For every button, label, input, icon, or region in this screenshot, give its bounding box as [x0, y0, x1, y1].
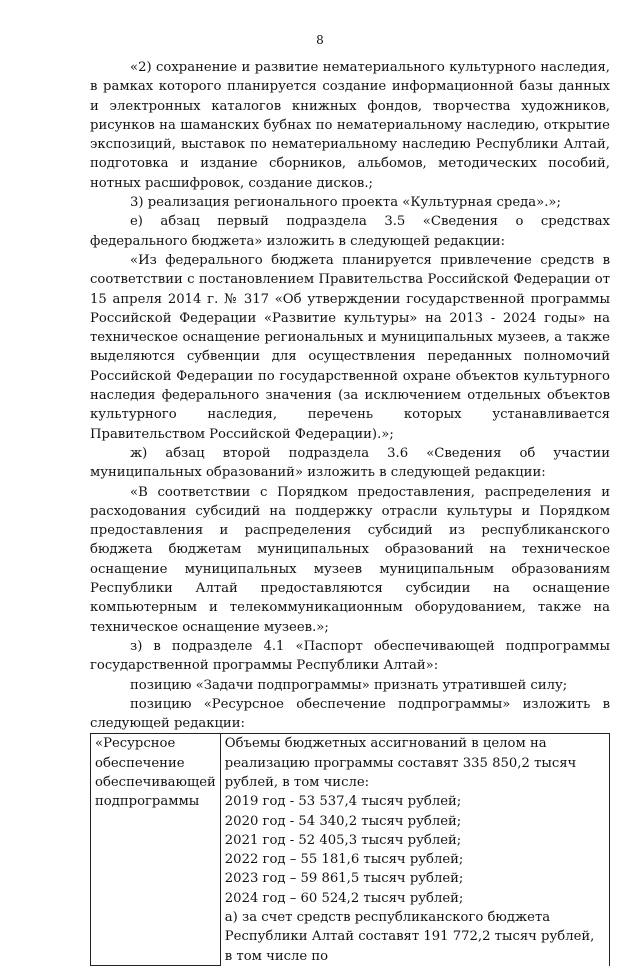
table-cell-label	[91, 734, 221, 966]
value-line: 2019 год - 53 537,4 тысяч рублей;	[224, 794, 462, 810]
label-line: «Ресурсное	[95, 736, 176, 752]
value-line: 2023 год – 59 861,5 тысяч рублей;	[224, 871, 464, 887]
paragraph-item-3: 3) реализация регионального проекта «Культурная среда».»;	[130, 195, 561, 211]
value-line: а) за счет средств республиканского бюджета Республики Алтай составят 191 772,2 тысяч рублей, в том числе по	[224, 910, 595, 964]
label-line: обеспечение	[95, 755, 185, 771]
paragraph-amendment-e: е) абзац первый подраздела 3.5 «Сведения о средствах федерального бюджета» изложить в следующей редакции:	[90, 214, 610, 249]
paragraph-federal-budget: «Из федерального бюджета планируется привлечение средств в соответствии с постановлением Правительства Российской Федерации от 15 апреля 2014 г. № 317 «Об утверждении государственной программы Российской Федерации «Развитие культуры» на 2013 - 2024 годы» на техническое оснащение региональных и муниципальных музеев, а также выделяются субвенции для осуществления переданных полномочий Российской Федерации по государственной охране объектов культурного наследия федерального значения (за исключением отдельных объектов культурного наследия, перечень которых устанавливается Правительством Российской Федерации).»;	[90, 252, 610, 442]
value-line: Объемы бюджетных ассигнований в целом на реализацию программы составят 335 850,2 тысяч рублей, в том числе:	[224, 736, 577, 790]
paragraph-tasks-invalid: позицию «Задачи подпрограммы» признать утратившей силу;	[130, 677, 568, 693]
document-body	[90, 58, 610, 966]
paragraph-amendment-z: з) в подразделе 4.1 «Паспорт обеспечивающей подпрограммы государственной программы Республики Алтай»:	[90, 638, 610, 674]
resource-table	[90, 733, 610, 966]
value-line: 2022 год – 55 181,6 тысяч рублей;	[224, 852, 464, 868]
value-line: 2020 год - 54 340,2 тысяч рублей;	[224, 813, 462, 829]
label-line: обеспечивающей	[95, 774, 216, 790]
label-line: подпрограммы	[95, 794, 200, 810]
table-row	[91, 734, 610, 966]
table-cell-value	[220, 734, 609, 966]
paragraph-resource-position: позицию «Ресурсное обеспечение подпрограммы» изложить в следующей редакции:	[90, 696, 610, 732]
paragraph-amendment-zh: ж) абзац второй подраздела 3.6 «Сведения об участии муниципальных образований» изложить в следующей редакции:	[90, 445, 610, 481]
value-line: 2024 год – 60 524,2 тысяч рублей;	[224, 890, 464, 906]
paragraph-subsidies: «В соответствии с Порядком предоставления, распределения и расходования субсидий на поддержку отрасли культуры и Порядком предоставления и распределения субсидий из республиканского бюджета бюджетам муниципальных образований на техническое оснащение муниципальных музеев муниципальным образованиям Республики Алтай предоставляются субсидии на оснащение компьютерным и телекоммуникационным оборудованием, также на техническое оснащение музеев.»;	[90, 484, 610, 635]
paragraph-item-2: «2) сохранение и развитие нематериального культурного наследия, в рамках которого планируется создание информационной базы данных и электронных каталогов книжных фондов, творчества художников, рисунков на шаманских бубнах по нематериальному наследию, открытие экспозиций, выставок по нематериальному наследию Республики Алтай, подготовка и издание сборников, альбомов, методических пособий, нотных расшифровок, создание дисков.;	[90, 60, 610, 191]
value-line: 2021 год - 52 405,3 тысяч рублей;	[224, 832, 462, 848]
page-number: 8	[316, 33, 324, 47]
